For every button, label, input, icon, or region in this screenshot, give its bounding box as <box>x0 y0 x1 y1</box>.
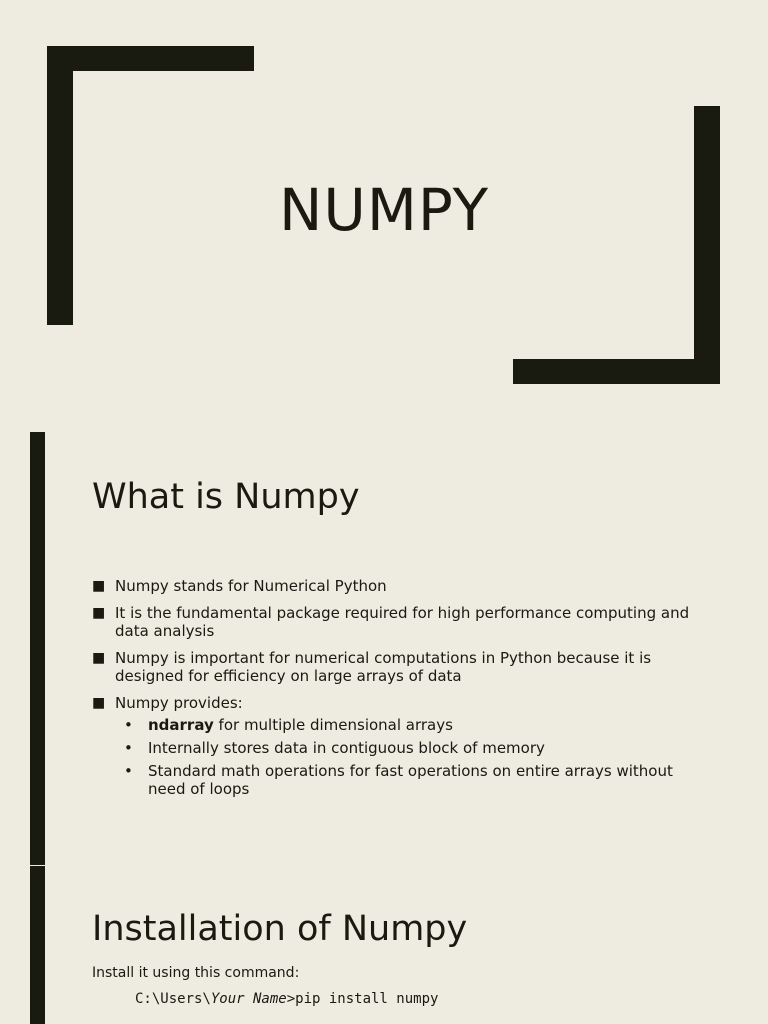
bullet-list <box>92 577 692 807</box>
install-instruction: Install it using this command: <box>92 965 300 981</box>
sub-bullet-text: for multiple dimensional arrays <box>213 716 453 734</box>
command-placeholder: Your Name <box>210 991 287 1007</box>
sub-bullet-item: • Internally stores data in contiguous block of memory <box>148 739 692 757</box>
title-slide <box>0 0 768 432</box>
install-command <box>135 991 438 1007</box>
content-slide-installation <box>0 866 768 1024</box>
left-accent-bar <box>30 866 45 1024</box>
command-prefix: C:\Users\ <box>135 991 211 1007</box>
corner-bracket-bottom-right-horizontal <box>513 359 720 384</box>
bullet-item: ■ Numpy is important for numerical computations in Python because it is designed for efficiency on large arrays of data <box>92 649 692 685</box>
bullet-item: ■ It is the fundamental package required for high performance computing and data analysis <box>92 604 692 640</box>
slide-heading: What is Numpy <box>92 477 360 517</box>
bold-term: ndarray <box>148 716 214 734</box>
sub-bullet-item <box>148 716 692 734</box>
sub-bullet-list <box>115 716 692 798</box>
bullet-text: Numpy provides: <box>115 694 243 712</box>
corner-bracket-bottom-right-vertical <box>694 106 720 384</box>
bullet-item: ■ Numpy stands for Numerical Python <box>92 577 692 595</box>
corner-bracket-top-left-horizontal <box>47 46 254 71</box>
slide-title: NUMPY <box>278 176 489 244</box>
slide-heading: Installation of Numpy <box>92 909 468 949</box>
command-suffix: >pip install numpy <box>286 991 439 1007</box>
bullet-item-provides <box>92 694 692 798</box>
content-slide-what-is-numpy <box>0 432 768 865</box>
sub-bullet-item: • Standard math operations for fast operations on entire arrays without need of loops <box>148 762 692 798</box>
left-accent-bar <box>30 432 45 865</box>
